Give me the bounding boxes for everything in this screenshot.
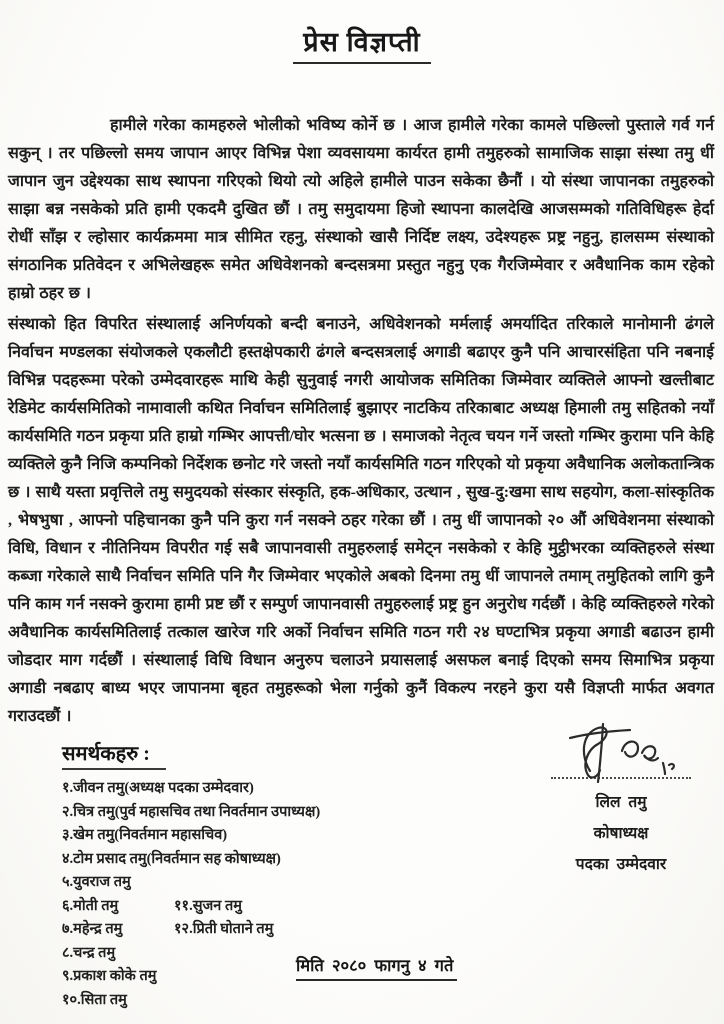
supporter-item	[62, 918, 320, 942]
supporter-name: ९.प्रकाश कोके तमु	[62, 968, 157, 984]
supporter-name: १.जीवन तमु(अध्यक्ष पदका उम्मेदवार)	[62, 780, 254, 796]
supporter-item	[62, 942, 320, 966]
supporter-name: ७.महेन्द्र तमु	[62, 921, 123, 937]
supporter-name: ३.खेम तमु(निवर्तमान महासचिव)	[62, 827, 228, 843]
supporter-name: ११.सुजन तमु	[174, 897, 242, 914]
footer-section	[0, 739, 724, 1008]
signature-mark	[546, 721, 696, 783]
supporter-name: १०.सिता तमु	[62, 991, 127, 1008]
supporter-item	[62, 871, 320, 895]
signatory-name: लिल तमु	[595, 794, 647, 811]
supporters-section	[62, 739, 320, 1012]
paragraph-1: हामीले गरेका कामहरुले भोलीको भविष्य कोर्ने छ । आज हामीले गरेका कामले पछिल्लो पुस्ताले गर्व गर्न सकुन् । तर पछिल्लो समय जापान आएर विभिन्न पेशा व्यवसायमा कार्यरत हामी तमुहरुको सामाजिक साझा संस्था तमु धीं जापान जुन उद्देश्यका साथ स्थापना गरिएको थियो त्यो अहिले हामीले पाउन सकेका छैनौं । यो संस्था जापानका तमुहरुको साझा बन्न नसकेको प्रति हामी एकदमै दुखित छौं । तमु समुदायमा हिजो स्थापना कालदेखि आजसम्मको गतिविधिहरू हेर्दा रोधीं साँझ र ल्होसार कार्यक्रममा मात्र सीमित रहनु, संस्थाको खासै निर्दिष्ट लक्ष्य, उदेश्यहरू प्रष्ट्र नहुनु, हालसम्म संस्थाको संगठानिक प्रतिवेदन र अभिलेखहरू समेत अधिवेशनको बन्दसत्रमा प्रस्तुत नहुनु एक गैरजिम्मेवार र अवैधानिक काम रहेको हाम्रो ठहर छ ।	[8, 117, 714, 302]
supporter-item	[62, 824, 320, 848]
supporter-item	[62, 848, 320, 872]
supporters-heading: समर्थकहरु :	[62, 739, 166, 770]
supporter-name: ५.युवराज तमु	[62, 874, 131, 890]
title-wrap	[0, 0, 724, 70]
supporter-item	[62, 801, 320, 825]
signature-dotted-line	[551, 777, 691, 779]
supporter-name: ८.चन्द्र तमु	[62, 944, 116, 961]
supporter-name: ४.टोम प्रसाद तमु(निवर्तमान सह कोषाध्यक्ष)	[62, 850, 281, 867]
supporter-name: १२.प्रिती घोताने तमु	[174, 921, 274, 937]
page-title: प्रेस विज्ञप्ती	[293, 22, 430, 64]
signatory-subtitle: पदका उम्मेदवार	[575, 856, 667, 873]
supporter-item	[62, 989, 320, 1013]
supporter-name: २.चित्र तमु(पुर्व महासचिव तथा निवर्तमान उपाध्यक्ष)	[62, 803, 321, 820]
signatory-title: कोषाध्यक्ष	[593, 825, 649, 842]
date-text: मिति २०८० फागनु ४ गते	[296, 953, 457, 981]
date-line	[296, 953, 457, 981]
supporter-item	[62, 895, 320, 919]
supporter-name: ६.मोती तमु	[62, 897, 119, 914]
supporter-item	[62, 965, 320, 989]
signature-block	[536, 721, 706, 880]
supporter-item	[62, 777, 320, 801]
paragraph-2: संस्थाको हित विपरित संस्थालाई अनिर्णयको बन्दी बनाउने, अधिवेशनको मर्मलाई अमर्यादित तरिकाले मानोमानी ढंगले निर्वाचन मण्डलका संयोजकले एकलौटी हस्तक्षेपकारी ढंगले बन्दसत्रलाई अगाडी बढाएर कुनै पनि आचारसंहिता पनि नबनाई विभिन्न पदहरूमा परेको उम्मेदवारहरू माथि केही सुनुवाई नगरी आयोजक समितिका जिम्मेवार व्यक्तिले आफ्नो खल्तीबाट रेडिमेट कार्यसमितिको नामावाली कथित निर्वाचन समितिलाई बुझाएर नाटकिय तरिकाबाट अध्यक्ष हिमाली तमु सहितको नयाँ कार्यसमिति गठन प्रकृया प्रति हाम्रो गम्भिर आपत्ती/घोर भत्सना छ । समाजको नेतृत्व चयन गर्ने जस्तो गम्भिर कुरामा पनि केहि व्यक्तिले कुनै निजि कम्पनिको निर्देशक छनोट गरे जस्तो नयाँ कार्यसमिति गठन गरिएको यो प्रकृया अवैधानिक अलोकतान्त्रिक छ । साथै यस्ता प्रवृत्तिले तमु समुदयको संस्कार संस्कृति, हक-अधिकार, उत्थान , सुख-दु:खमा साथ सहयोग, कला-सांस्कृतिक , भेषभुषा , आफ्नो पहिचानका कुनै पनि कुरा गर्न नसक्ने ठहर गरेका छौं । तमु धीं जापानको २० औं अधिवेशनमा संस्थाको विधि, विधान र नीतिनियम विपरीत गई सबै जापानवासी तमुहरुलाई समेट्न नसकेको र केहि मुट्ठीभरका व्यक्तिहरुले संस्था कब्जा गरेकाले साथै निर्वाचन समिति पनि गैर जिम्मेवार भएकोले अबको दिनमा तमु धीं जापानले तमाम् तमुहितको लागि कुनै पनि काम गर्न नसक्ने कुरामा हामी प्रष्ट छौं र सम्पुर्ण जापानवासी तमुहरुलाई प्रष्ट्र हुन अनुरोध गर्दछौं । केहि व्यक्तिहरुले गरेको अवैधानिक कार्यसमितिलाई तत्काल खारेज गरि अर्को निर्वाचन समिति गठन गरी २४ घण्टाभित्र प्रकृया अगाडी बढाउन हामी जोडदार माग गर्दछौं । संस्थालाई विधि विधान अनुरुप चलाउने प्रयासलाई असफल बनाई दिएको समय सिमाभित्र प्रकृया अगाडी नबढाए बाध्य भएर जापानमा बृहत तमुहरूको भेला गर्नुको कुनैं विकल्प नरहने कुरा यसै विज्ञप्ती मार्फत अवगत गराउदछौं ।	[8, 316, 714, 725]
